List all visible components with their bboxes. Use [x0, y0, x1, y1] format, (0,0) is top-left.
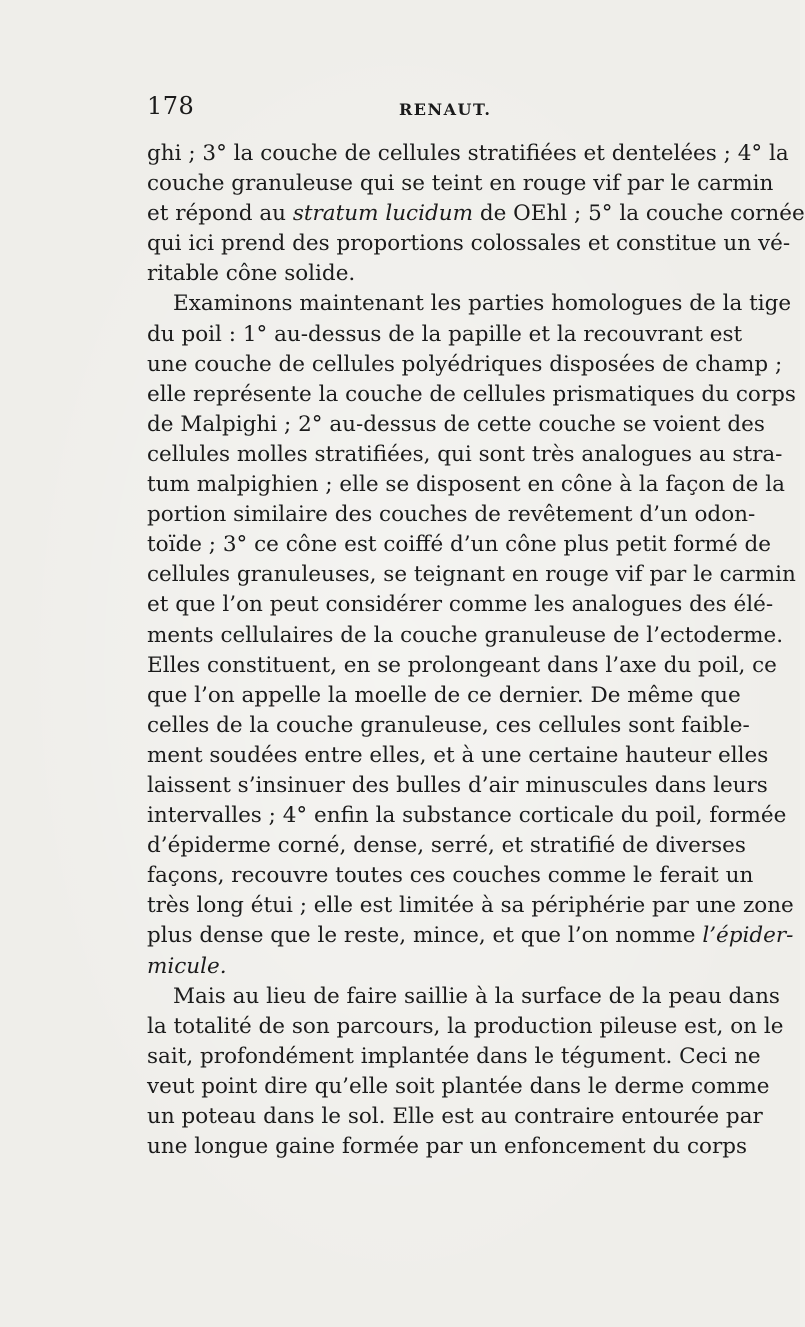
page-number: 178: [147, 92, 195, 120]
page-header: [147, 92, 727, 132]
text-line: Examinons maintenant les parties homologues de la tige: [173, 291, 792, 317]
text-line: ments cellulaires de la couche granuleuse de l’ectoderme.: [147, 622, 784, 648]
text-line: un poteau dans le sol. Elle est au contraire entourée par: [147, 1104, 763, 1129]
text-line: [147, 921, 794, 951]
paragraph-1: [147, 139, 805, 289]
text-line: couche granuleuse qui se teint en rouge vif par le carmin: [147, 171, 774, 197]
text-line: ment soudées entre elles, et à une certaine hauteur elles: [147, 742, 769, 768]
text-line: et que l’on peut considérer comme les analogues des élé-: [147, 592, 774, 618]
text-line: très long étui ; elle est limitée à sa périphérie par une zone: [147, 893, 794, 919]
text-line: façons, recouvre toutes ces couches comme le ferait un: [147, 863, 754, 889]
text-fragment: et répond au: [147, 201, 293, 227]
text-line: sait, profondément implantée dans le tégument. Ceci ne: [147, 1043, 761, 1069]
running-head: RENAUT.: [399, 100, 492, 119]
text-line: toïde ; 3° ce cône est coiffé d’un cône plus petit formé de: [147, 532, 771, 558]
text-line: veut point dire qu’elle soit plantée dans le derme comme: [147, 1073, 770, 1099]
text-line: laissent s’insinuer des bulles d’air minuscules dans leurs: [147, 772, 768, 798]
text-line: celles de la couche granuleuse, ces cellules sont faible-: [147, 712, 750, 738]
text-line: une longue gaine formée par un enfoncement du corps: [147, 1134, 748, 1160]
italic-term: l’épider-: [702, 923, 794, 949]
text-line: que l’on appelle la moelle de ce dernier. De même que: [147, 682, 741, 708]
text-line: portion similaire des couches de revêtement d’un odon-: [147, 502, 756, 528]
text-line: cellules granuleuses, se teignant en rouge vif par le carmin: [147, 562, 796, 588]
paragraph-3: [147, 982, 784, 1163]
text-line: [147, 199, 805, 229]
text-line: elle représente la couche de cellules prismatiques du corps: [147, 381, 796, 407]
paragraph-2: [147, 289, 796, 981]
text-line: intervalles ; 4° enfin la substance corticale du poil, formée: [147, 803, 787, 829]
text-line: du poil : 1° au-dessus de la papille et la recouvrant est: [147, 321, 743, 347]
text-line: cellules molles stratifiées, qui sont très analogues au stra-: [147, 441, 783, 467]
text-line: Elles constituent, en se prolongeant dans l’axe du poil, ce: [147, 652, 777, 678]
text-line: une couche de cellules polyédriques disposées de champ ;: [147, 351, 783, 377]
text-line: de Malpighi ; 2° au-dessus de cette couche se voient des: [147, 411, 765, 437]
text-line: d’épiderme corné, dense, serré, et stratifié de diverses: [147, 833, 746, 859]
text-line: micule.: [147, 953, 227, 979]
text-line: ghi ; 3° la couche de cellules stratifiées et dentelées ; 4° la: [147, 141, 789, 166]
text-line: tum malpighien ; elle se disposent en cône à la façon de la: [147, 472, 785, 498]
text-line: ritable cône solide.: [147, 261, 356, 287]
italic-term: stratum lucidum: [292, 201, 473, 227]
text-line: Mais au lieu de faire saillie à la surface de la peau dans: [173, 983, 780, 1009]
text-fragment: plus dense que le reste, mince, et que l’on nomme: [147, 923, 703, 949]
text-fragment: de OEhl ; 5° la couche cornée: [472, 201, 805, 227]
body-text: [147, 139, 805, 1162]
text-line: la totalité de son parcours, la production pileuse est, on le: [147, 1013, 784, 1039]
text-line: qui ici prend des proportions colossales et constitue un vé-: [147, 231, 791, 257]
